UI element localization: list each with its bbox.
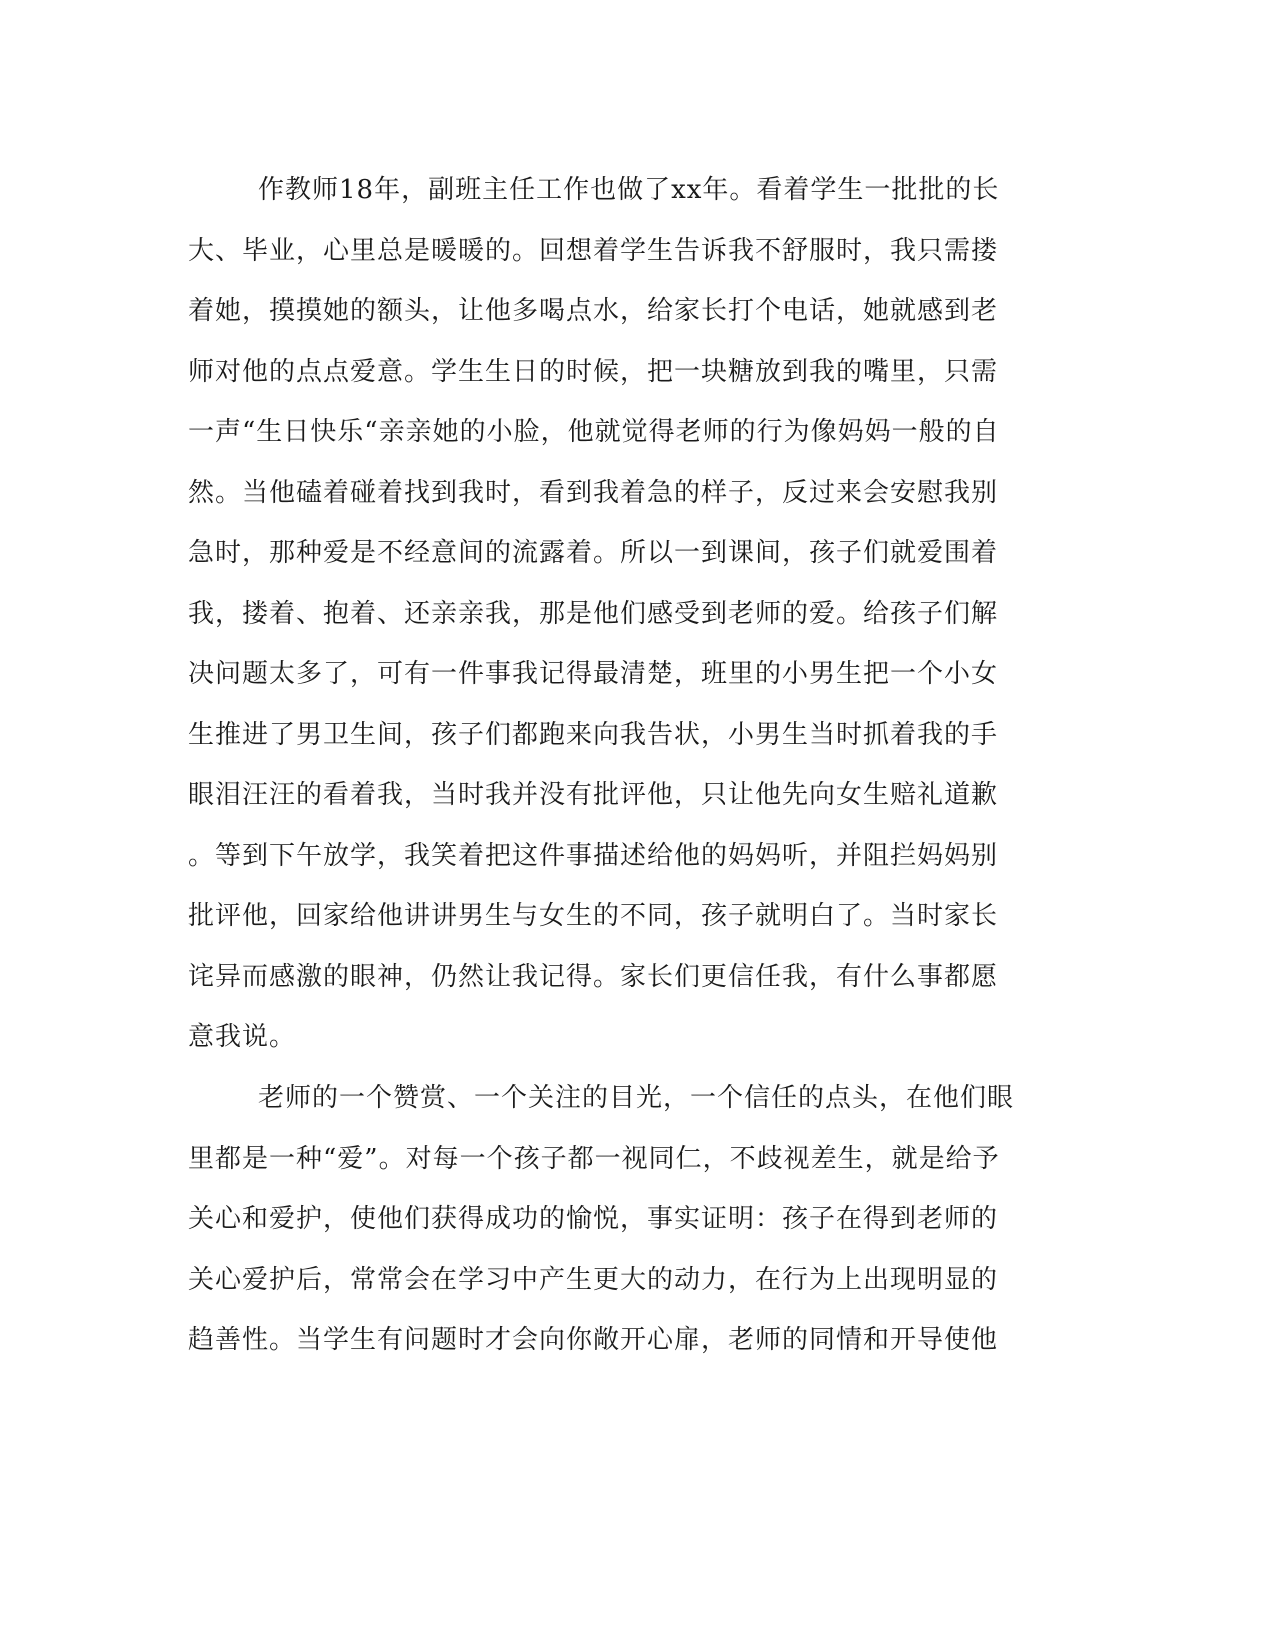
paragraph-1: [188, 160, 1068, 1068]
paragraph-line: 意我说。: [188, 1022, 297, 1052]
paragraph-line: 趋善性。当学生有问题时才会向你敞开心扉，老师的同情和开导使他: [188, 1325, 999, 1355]
paragraph-line: 着她，摸摸她的额头，让他多喝点水，给家长打个电话，她就感到老: [188, 296, 999, 326]
paragraph-line: 诧异而感激的眼神，仍然让我记得。家长们更信任我，有什么事都愿: [188, 961, 999, 992]
paragraph-line: 。等到下午放学，我笑着把这件事描述给他的妈妈听，并阻拦妈妈别: [188, 840, 999, 871]
paragraph-line: 然。当他磕着碰着找到我时，看到我着急的样子，反过来会安慰我别: [188, 477, 999, 508]
paragraph-line: 老师的一个赞赏、一个关注的目光，一个信任的点头，在他们眼: [258, 1083, 1015, 1113]
paragraph-line: 决问题太多了，可有一件事我记得最清楚，班里的小男生把一个小女: [188, 659, 999, 689]
paragraph-line: 一声“生日快乐“亲亲她的小脸，他就觉得老师的行为像妈妈一般的自: [188, 417, 1000, 447]
paragraph-line: 里都是一种“爱”。对每一个孩子都一视同仁，不歧视差生，就是给予: [188, 1143, 1000, 1174]
paragraph-line: 我，搂着、抱着、还亲亲我，那是他们感受到老师的爱。给孩子们解: [188, 598, 999, 629]
paragraph-line: 作教师18年，副班主任工作也做了xx年。看着学生一批批的长: [258, 175, 1000, 205]
paragraph-line: 批评他，回家给他讲讲男生与女生的不同，孩子就明白了。当时家长: [188, 901, 999, 931]
paragraph-line: 关心爱护后，常常会在学习中产生更大的动力，在行为上出现明显的: [188, 1264, 999, 1295]
paragraph-line: 生推进了男卫生间，孩子们都跑来向我告状，小男生当时抓着我的手: [188, 719, 999, 750]
paragraph-line: 关心和爱护，使他们获得成功的愉悦，事实证明：孩子在得到老师的: [188, 1204, 999, 1234]
paragraph-line: 大、毕业，心里总是暖暖的。回想着学生告诉我不舒服时，我只需搂: [188, 235, 999, 266]
paragraph-line: 眼泪汪汪的看着我，当时我并没有批评他，只让他先向女生赔礼道歉: [188, 780, 999, 810]
paragraph-2: [188, 1068, 1068, 1371]
paragraph-line: 师对他的点点爱意。学生生日的时候，把一块糖放到我的嘴里，只需: [188, 356, 999, 387]
paragraph-line: 急时，那种爱是不经意间的流露着。所以一到课间，孩子们就爱围着: [188, 538, 999, 568]
